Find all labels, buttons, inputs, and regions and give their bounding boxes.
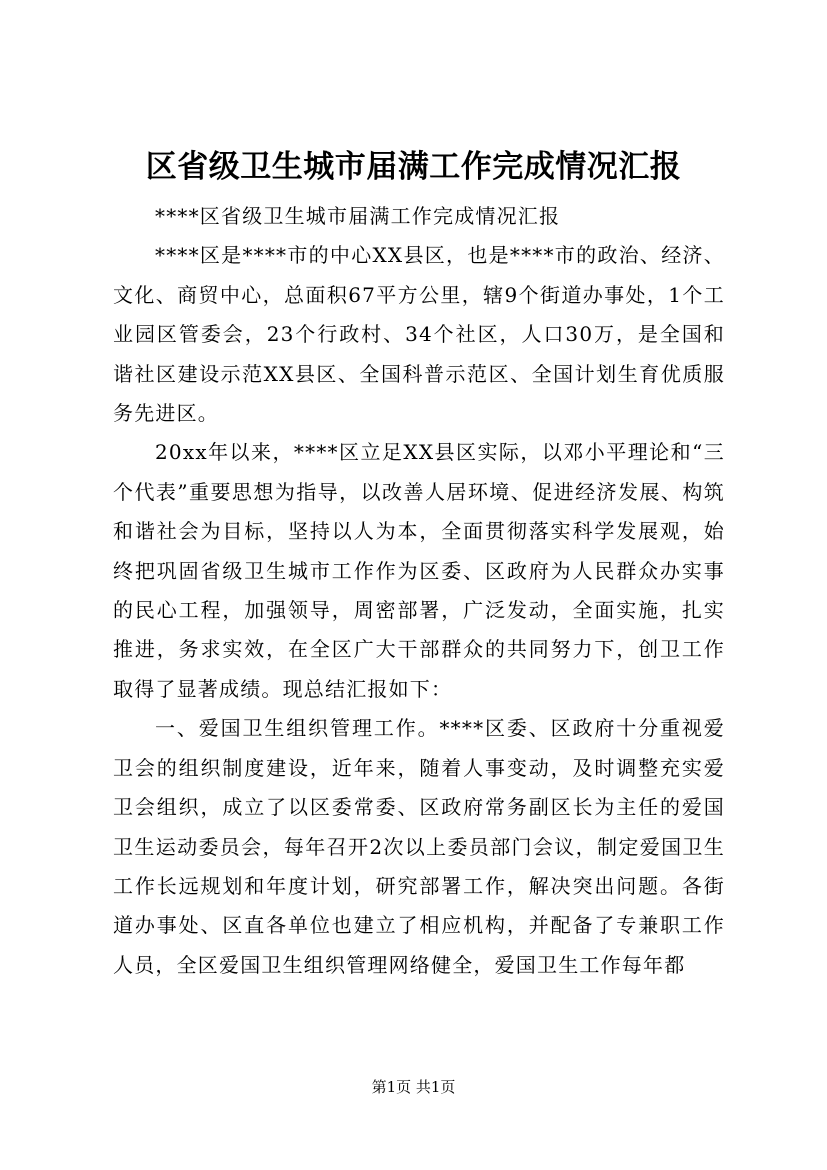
paragraph-achievements: 20xx年以来，****区立足XX县区实际，以邓小平理论和“三个代表”重要思想为指导，以改善人居环境、促进经济发展、构筑和谐社会为目标，坚持以人为本，全面贯彻落实科学发展观，始终把巩固省级卫生城市工作作为区委、区政府为人民群众办实事的民心工程，加强领导，周密部署，广泛发动，全面实施，扎实推进，务求实效，在全区广大干部群众的共同努力下，创卫工作取得了显著成绩。现总结汇报如下： xyxy=(113,440,725,701)
document-title: 区省级卫生城市届满工作完成情况汇报 xyxy=(145,149,682,185)
document-body xyxy=(113,197,725,985)
paragraph-overview: ****区是****市的中心XX县区，也是****市的政治、经济、文化、商贸中心，总面积67平方公里，辖9个街道办事处，1个工业园区管委会，23个行政村、34个社区，人口30万，是全国和谐社区建设示范XX县区、全国科普示范区、全国计划生育优质服务先进区。 xyxy=(113,243,725,426)
paragraph-subtitle: ****区省级卫生城市届满工作完成情况汇报 xyxy=(155,204,561,228)
page-footer: 第1页 共1页 xyxy=(371,1078,456,1096)
paragraph-section-one: 一、爱国卫生组织管理工作。****区委、区政府十分重视爱卫会的组织制度建设，近年来，随着人事变动，及时调整充实爱卫会组织，成立了以区委常委、区政府常务副区长为主任的爱国卫生运动委员会，每年召开2次以上委员部门会议，制定爱国卫生工作长远规划和年度计划，研究部署工作，解决突出问题。各街道办事处、区直各单位也建立了相应机构，并配备了专兼职工作人员，全区爱国卫生组织管理网络健全，爱国卫生工作每年都 xyxy=(113,716,725,977)
